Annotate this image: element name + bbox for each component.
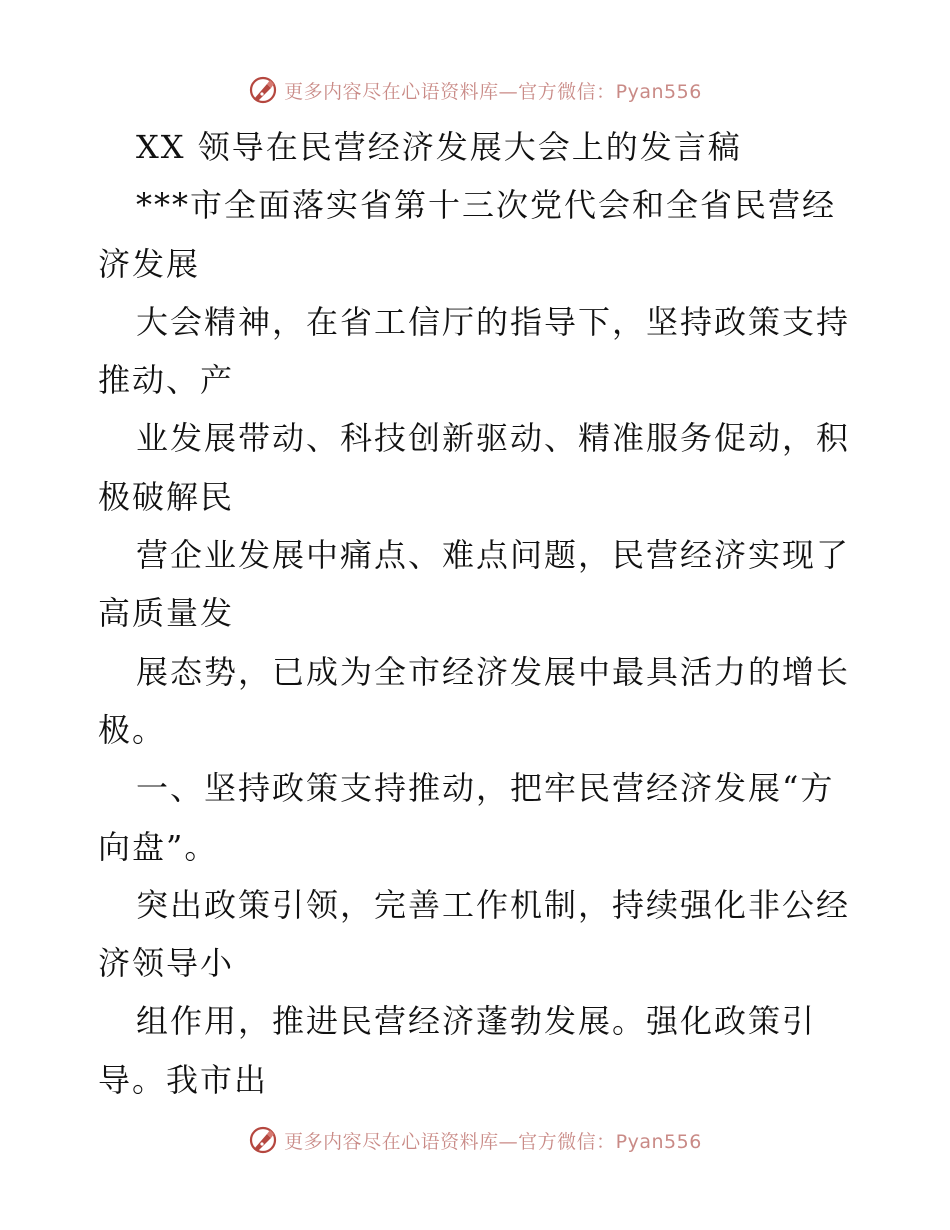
footer-watermark — [0, 1120, 950, 1160]
text-line: 组作用，推进民营经济蓬勃发展。强化政策引 — [136, 1002, 817, 1041]
text-line: 导。我市出 — [98, 1060, 269, 1099]
text-line: 大会精神，在省工信厅的指导下，坚持政策支持 — [136, 302, 851, 341]
pen-nib-logo-icon — [248, 1125, 278, 1155]
text-line: 业发展带动、科技创新驱动、精准服务促动，积 — [136, 419, 851, 458]
text-line: XX 领导在民营经济发展大会上的发言稿 — [136, 128, 742, 166]
text-line: 高质量发 — [98, 594, 235, 633]
text-line: 推动、产 — [98, 361, 235, 400]
header-watermark — [0, 70, 950, 110]
text-line: 展态势，已成为全市经济发展中最具活力的增长 — [136, 652, 851, 691]
watermark-text: 更多内容尽在心语资料库—官方微信：Pyan556 — [284, 80, 702, 103]
text-line: ***市全面落实省第十三次党代会和全省民营经 — [136, 186, 837, 225]
document-body — [98, 118, 868, 1109]
text-line: 极破解民 — [98, 477, 235, 516]
text-line: 向盘”。 — [98, 827, 219, 866]
text-line: 济发展 — [98, 244, 201, 283]
text-line: 营企业发展中痛点、难点问题，民营经济实现了 — [136, 536, 851, 575]
text-line: 一、坚持政策支持推动，把牢民营经济发展“方 — [136, 769, 835, 808]
pen-nib-logo-icon — [248, 75, 278, 105]
text-line: 济领导小 — [98, 944, 235, 983]
watermark-text: 更多内容尽在心语资料库—官方微信：Pyan556 — [284, 1130, 702, 1153]
text-line: 突出政策引领，完善工作机制，持续强化非公经 — [136, 885, 851, 924]
text-line: 极。 — [98, 710, 167, 749]
